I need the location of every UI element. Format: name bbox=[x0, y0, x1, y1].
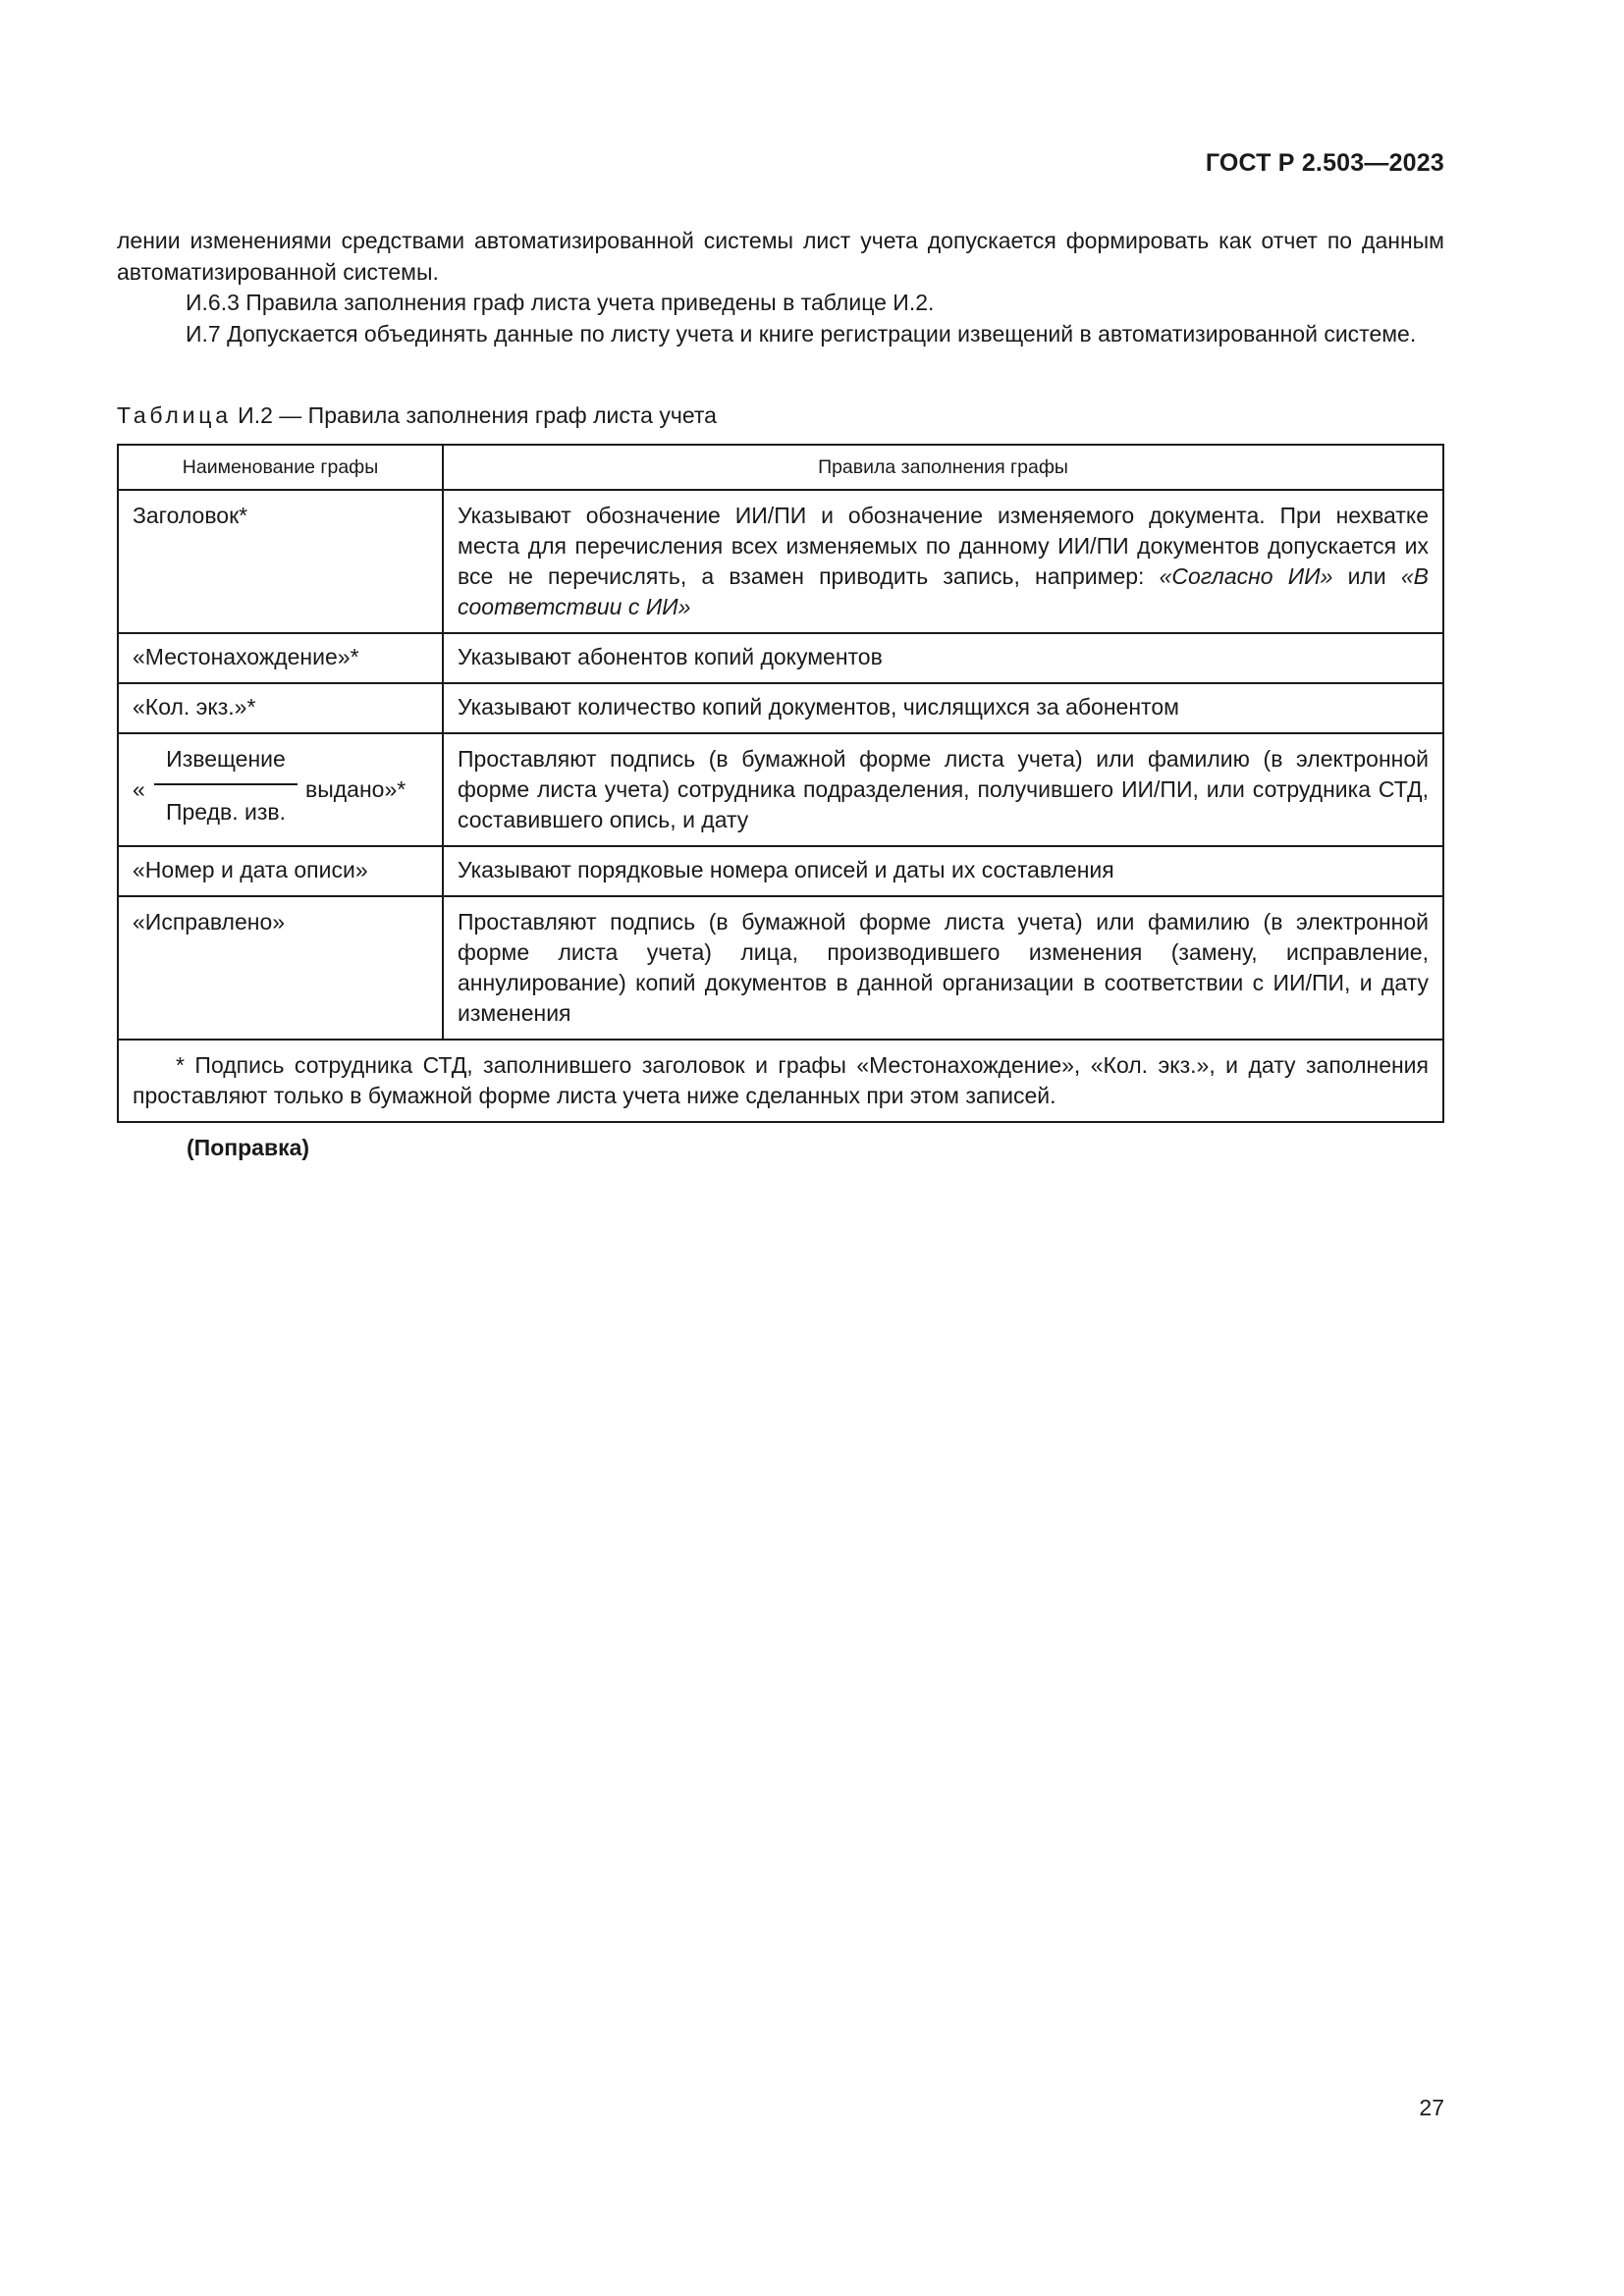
cell-name-fraction bbox=[118, 733, 443, 846]
cell-rule: Проставляют подпись (в бумажной форме листа учета) или фамилию (в электронной форме листа учета) сотрудника подразделения, получившего ИИ/ПИ, или сотрудника СТД, составившего опись, и дату bbox=[443, 733, 1443, 846]
paragraph-i-7: И.7 Допускается объединять данные по листу учета и книге регистрации извещений в автоматизированной системе. bbox=[186, 320, 1417, 347]
table-row bbox=[118, 896, 1443, 1040]
header-column-name: Наименование графы bbox=[118, 445, 443, 490]
header-column-rules: Правила заполнения графы bbox=[443, 445, 1443, 490]
cell-rule: Проставляют подпись (в бумажной форме листа учета) или фамилию (в электронной форме листа учета) лица, производившего изменения (замену, исправление, аннулирование) копий документов в данной организации в соответствии с ИИ/ПИ, и дату изменения bbox=[443, 896, 1443, 1040]
rule-text: Указывают обозначение ИИ/ПИ и обозначение изменяемого документа. При нехватке места для перечисления всех изменяемых по данному ИИ/ПИ документов допускается их все не перечислять, а взамен приводить запись, например: bbox=[458, 503, 1429, 589]
table-row bbox=[118, 846, 1443, 896]
cell-rule bbox=[443, 490, 1443, 633]
table-row bbox=[118, 683, 1443, 733]
rule-italic-example-1: «Согласно ИИ» bbox=[1159, 563, 1333, 589]
paragraph-i-6-3: И.6.3 Правила заполнения граф листа учета приведены в таблице И.2. bbox=[186, 290, 935, 315]
cell-name: Заголовок* bbox=[118, 490, 443, 633]
fraction-open-quote: « bbox=[133, 776, 145, 802]
cell-name: «Исправлено» bbox=[118, 896, 443, 1040]
cell-rule: Указывают абонентов копий документов bbox=[443, 633, 1443, 683]
cell-name: «Кол. экз.»* bbox=[118, 683, 443, 733]
table-header-row bbox=[118, 445, 1443, 490]
table-caption-text: И.2 — Правила заполнения граф листа учета bbox=[238, 402, 717, 428]
table-footnote-row bbox=[118, 1040, 1443, 1122]
page-number: 27 bbox=[1419, 2095, 1444, 2120]
fraction-tail: выдано»* bbox=[305, 776, 406, 802]
body-text bbox=[117, 226, 1444, 349]
table-caption-label: Таблица bbox=[117, 402, 232, 428]
rule-italic-example-2: «В соответствии с ИИ» bbox=[458, 563, 1429, 619]
standard-designation: ГОСТ Р 2.503—2023 bbox=[1205, 149, 1444, 177]
fraction-label bbox=[133, 744, 428, 832]
cell-name: «Местонахождение»* bbox=[118, 633, 443, 683]
fraction-numerator: Извещение bbox=[166, 746, 286, 772]
table-row bbox=[118, 633, 1443, 683]
fraction-denominator: Предв. изв. bbox=[165, 799, 287, 825]
cell-rule: Указывают порядковые номера описей и даты их составления bbox=[443, 846, 1443, 896]
table-caption bbox=[117, 402, 717, 429]
cell-name: «Номер и дата описи» bbox=[118, 846, 443, 896]
table-row bbox=[118, 490, 1443, 633]
cell-rule: Указывают количество копий документов, числящихся за абонентом bbox=[443, 683, 1443, 733]
rule-text-mid: или bbox=[1332, 563, 1401, 589]
fraction-bar bbox=[154, 783, 298, 785]
table-row bbox=[118, 733, 1443, 846]
table-footnote: * Подпись сотрудника СТД, заполнившего заголовок и графы «Местонахождение», «Кол. экз.», и дату заполнения проставляют только в бумажной форме листа учета ниже сделанных при этом записей. bbox=[118, 1040, 1443, 1122]
rules-table bbox=[117, 444, 1444, 1123]
paragraph-continuation: лении изменениями средствами автоматизированной системы лист учета допускается формировать как отчет по данным автоматизированной системы. bbox=[117, 228, 1444, 285]
correction-note: (Поправка) bbox=[187, 1135, 310, 1160]
